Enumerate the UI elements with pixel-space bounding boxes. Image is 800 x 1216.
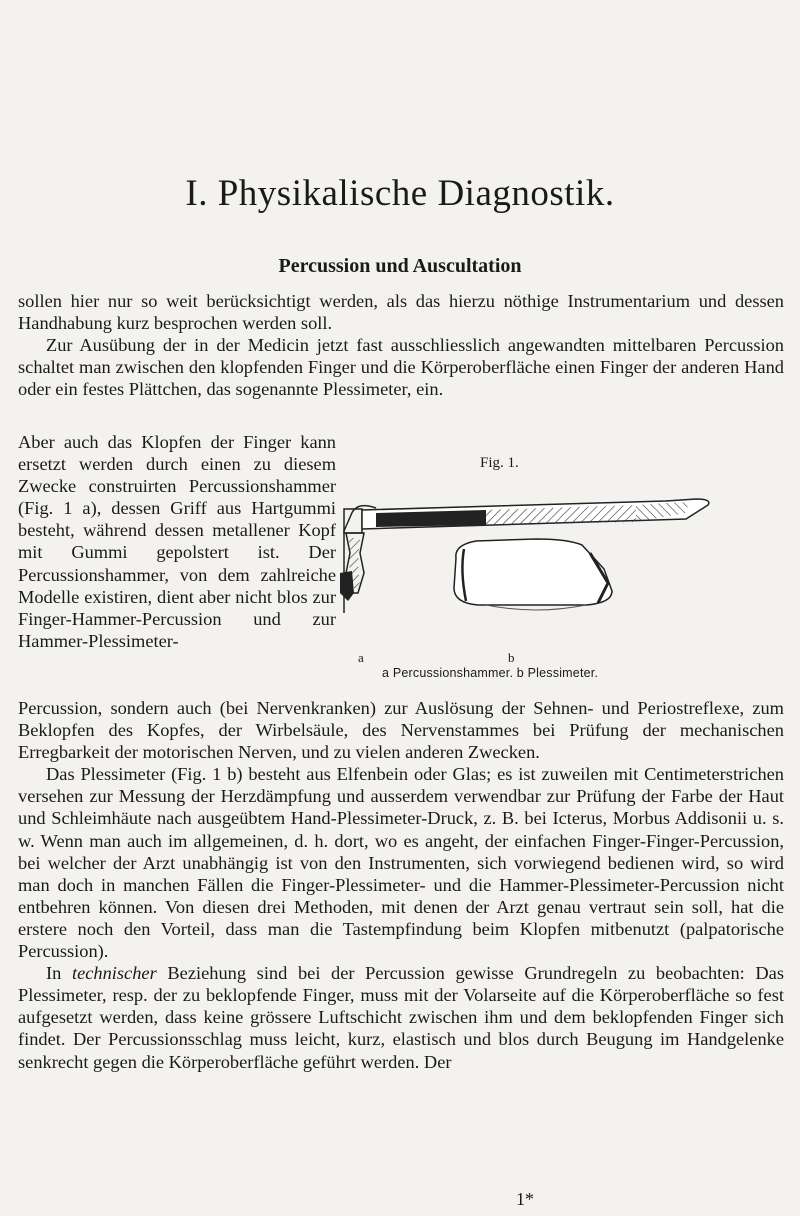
figure-part-a: a	[358, 650, 364, 665]
figure-label: Fig. 1.	[480, 455, 519, 471]
paragraph-4-text: Beziehung sind bei der Percussion gewisse Grundregeln zu beobachten: Das Plessimeter, resp. der zu beklopfende Finger, muss mit der Volarseite auf die Körperoberfläche so fest aufgesetzt werden, dass keine grössere Luftschicht zwischen ihm und dem beklopfenden Finger sich findet. Der Percussionsschlag muss leicht, kurz, elastisch und blos durch Beugung im Handgelenke senkrecht gegen die Körperoberfläche geführt werden. Der	[18, 963, 784, 1072]
intro-paragraph: sollen hier nur so weit berücksichtigt werden, als das hierzu nöthige Instrumentarium und dessen Handhabung kurz besprochen werden soll.	[18, 291, 784, 334]
paragraph-4-lead: In	[46, 963, 62, 984]
paragraph-3: Das Plessimeter (Fig. 1 b) besteht aus Elfenbein oder Glas; es ist zuweilen mit Centimeterstrichen versehen zur Messung der Herzdämpfung und ausserdem verwendbar zur Prüfung der Farbe der Haut und Schleimhäute nach ausgeübtem Hand-Plessimeter-Druck, z. B. bei Icterus, Morbus Addisonii u. s. w. Wenn man auch im allgemeinen, d. h. dort, wo es angeht, der einfachen Finger-Finger-Percussion, bei welcher der Arzt unabhängig ist von den Instrumenten, sich vorwiegend bedienen wird, so wird man doch in manchen Fällen die Finger-Plessimeter- und die Hammer-Plessimeter-Percussion nicht entbehren können. Von diesen drei Methoden, mit denen der Arzt genau vertraut sein soll, hat die erstere noch den Vorteil, dass man die Tastempfindung beim Klopfen mitbenutzt (palpatorische Percussion).	[18, 764, 784, 962]
paragraph-2-wrap: Aber auch das Klopfen der Finger kann ersetzt werden durch einen zu diesem Zwecke construirten Percussionshammer (Fig. 1 a), dessen Griff aus Hartgummi besteht, während dessen metallener Kopf mit Gummi gepolstert ist. Der Percussionshammer, von dem zahlreiche Modelle existiren, dient aber nicht blos zur Finger-Hammer-Percussion und zur Hammer-Plessimeter-	[18, 432, 336, 651]
paragraph-4	[18, 962, 784, 1072]
chapter-title: I. Physikalische Diagnostik.	[185, 173, 615, 214]
paragraph-2-top: Zur Ausübung der in der Medicin jetzt fast ausschliesslich angewandten mittelbaren Percussion schaltet man zwischen den klopfenden Finger und die Körperoberfläche einen Finger der anderen Hand oder ein festes Plättchen, das sogenannte Plessimeter, ein.	[18, 335, 784, 400]
section-title: Percussion und Auscultation	[278, 255, 522, 277]
paragraph-2-rest: Percussion, sondern auch (bei Nervenkranken) zur Auslösung der Sehnen- und Periostreflexe, zum Beklopfen des Kopfes, der Wirbelsäule, des Nervenstammes bei Prüfung der mechanischen Erregbarkeit der motorischen Nerven, und zu vielen anderen Zwecken.	[18, 698, 784, 763]
signature-mark: 1*	[516, 1189, 534, 1209]
plessimeter-drawing	[454, 539, 612, 610]
figure-part-b: b	[508, 650, 515, 665]
figure-caption: a Percussionshammer. b Plessimeter.	[382, 666, 599, 680]
paragraph-4-italic-word: technischer	[71, 963, 157, 984]
body-text-bottom	[18, 697, 784, 1073]
body-text-top	[18, 290, 784, 400]
figure-percussion-instruments	[336, 453, 766, 668]
